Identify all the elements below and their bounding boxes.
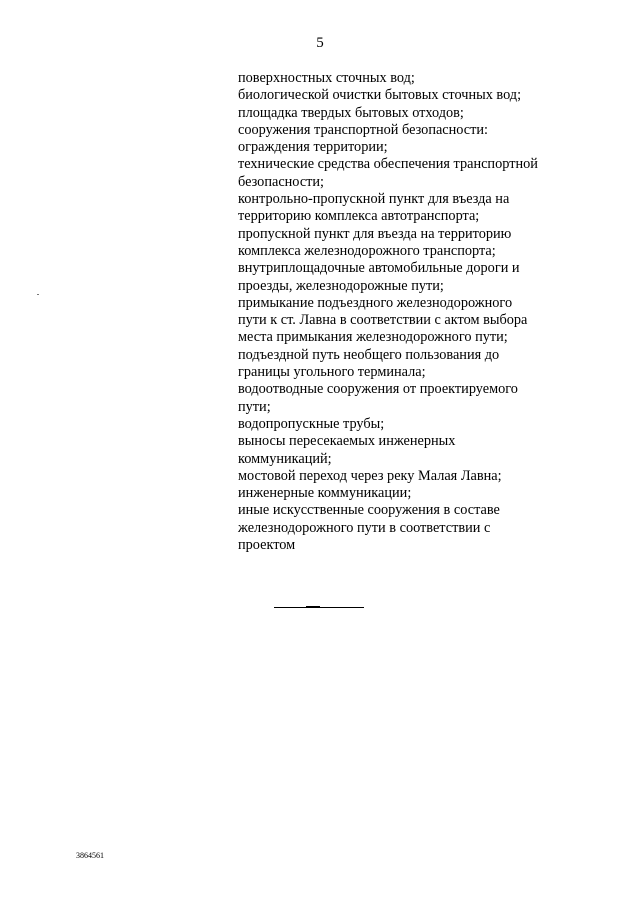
body-line: места примыкания железнодорожного пути; <box>238 329 508 346</box>
body-line: водоотводные сооружения от проектируемого <box>238 381 518 398</box>
body-line: железнодорожного пути в соответствии с <box>238 519 491 536</box>
body-line: иные искусственные сооружения в составе <box>238 502 500 519</box>
body-line: коммуникаций; <box>238 450 332 467</box>
scan-margin-mark <box>37 294 39 295</box>
body-line: инженерные коммуникации; <box>238 485 412 502</box>
body-line: подъездной путь необщего пользования до <box>238 346 500 363</box>
body-line: внутриплощадочные автомобильные дороги и <box>238 260 520 277</box>
body-line: пути к ст. Лавна в соответствии с актом выбора <box>238 312 528 329</box>
body-line: мостовой переход через реку Малая Лавна; <box>238 467 502 484</box>
document-id: 3864561 <box>76 851 104 860</box>
body-line: проектом <box>238 537 296 554</box>
page-number: 5 <box>316 35 324 51</box>
body-line: сооружения транспортной безопасности: <box>238 121 489 138</box>
body-line: водопропускные трубы; <box>238 415 385 432</box>
body-line: технические средства обеспечения транспортной <box>238 156 538 173</box>
body-line: выносы пересекаемых инженерных <box>238 433 456 450</box>
body-text <box>238 70 568 554</box>
body-line: ограждения территории; <box>238 139 388 156</box>
body-line: территорию комплекса автотранспорта; <box>238 208 480 225</box>
body-line: безопасности; <box>238 173 325 190</box>
end-of-text-rule <box>274 607 364 608</box>
body-line: комплекса железнодорожного транспорта; <box>238 242 496 259</box>
body-line: границы угольного терминала; <box>238 364 426 381</box>
body-line: пропускной пункт для въезда на территорию <box>238 225 512 242</box>
body-line: поверхностных сточных вод; <box>238 70 415 86</box>
body-line: биологической очистки бытовых сточных вод; <box>238 87 522 104</box>
body-line: площадка твердых бытовых отходов; <box>238 104 464 121</box>
end-of-text-rule-accent <box>306 606 320 607</box>
body-line: примыкание подъездного железнодорожного <box>238 294 513 311</box>
body-line: проезды, железнодорожные пути; <box>238 277 444 294</box>
body-line: пути; <box>238 398 271 415</box>
body-line: контрольно-пропускной пункт для въезда на <box>238 191 510 208</box>
